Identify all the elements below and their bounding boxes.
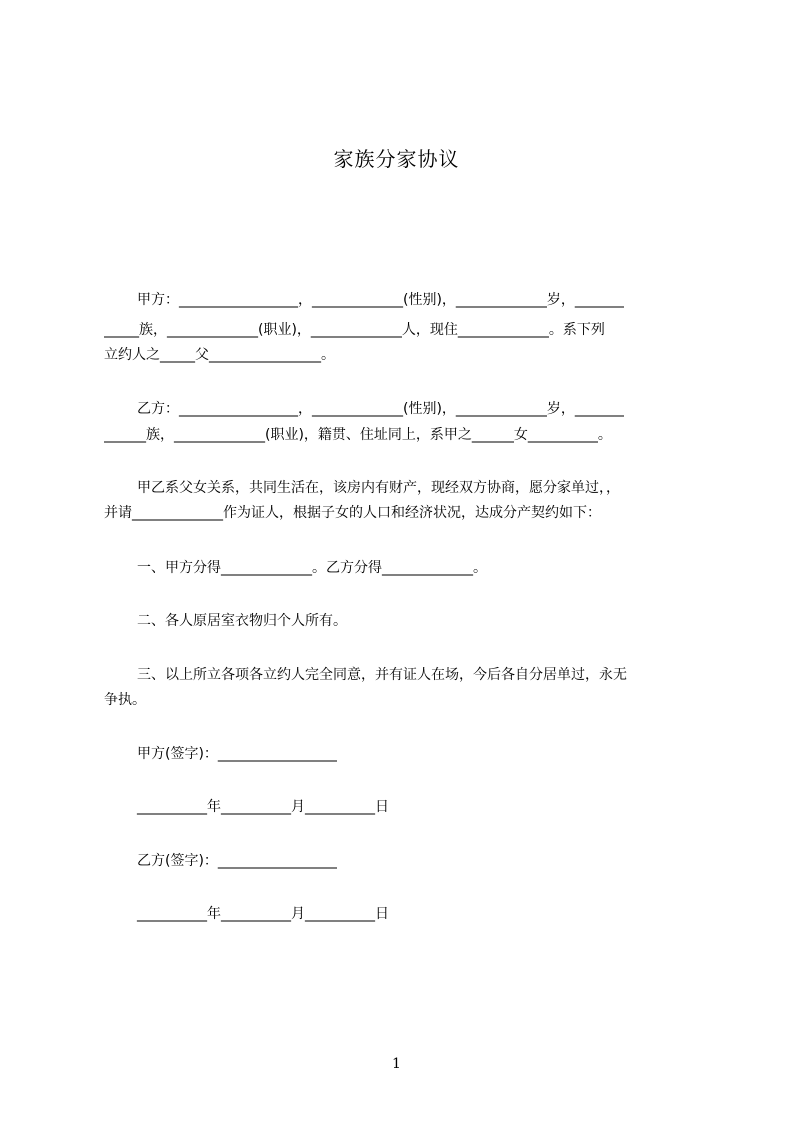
intro-line-1: 甲乙系父女关系，共同生活在，该房内有财产，现经双方协商，愿分家单过，， [137, 480, 620, 496]
page-number: 1 [392, 1056, 401, 1072]
intro-line-2: 并请_____________作为证人，根据子女的人口和经济状况，达成分产契约如下： [104, 505, 601, 521]
party-a-line-2: _____族，_____________(职业)，_____________人，现住_____________。系下列 [104, 322, 605, 338]
page-title: 家族分家协议 [333, 147, 460, 171]
clause-3-line-2: 争执。 [104, 692, 146, 708]
clause-2: 二、各人原居室衣物归个人所有。 [137, 613, 347, 629]
clause-1: 一、甲方分得_____________。乙方分得_____________。 [137, 560, 487, 576]
signature-party-a: 甲方(签字)：_________________ [137, 746, 337, 762]
party-a-line-3: 立约人之_____父________________。 [104, 347, 335, 363]
party-b-line-2: ______族，_____________(职业)，籍贯、住址同上，系甲之______女__________。 [104, 427, 612, 443]
signature-party-b: 乙方(签字)：_________________ [137, 853, 337, 869]
party-a-line-1: 甲方：_________________，_____________(性别)，_____________岁，_______ [137, 292, 624, 308]
party-b-line-1: 乙方：_________________，_____________(性别)，_____________岁，_______ [137, 401, 624, 417]
date-party-a: __________年__________月__________日 [137, 799, 389, 815]
clause-3-line-1: 三、以上所立各项各立约人完全同意，并有证人在场，今后各自分居单过，永无 [137, 667, 627, 683]
date-party-b: __________年__________月__________日 [137, 906, 389, 922]
